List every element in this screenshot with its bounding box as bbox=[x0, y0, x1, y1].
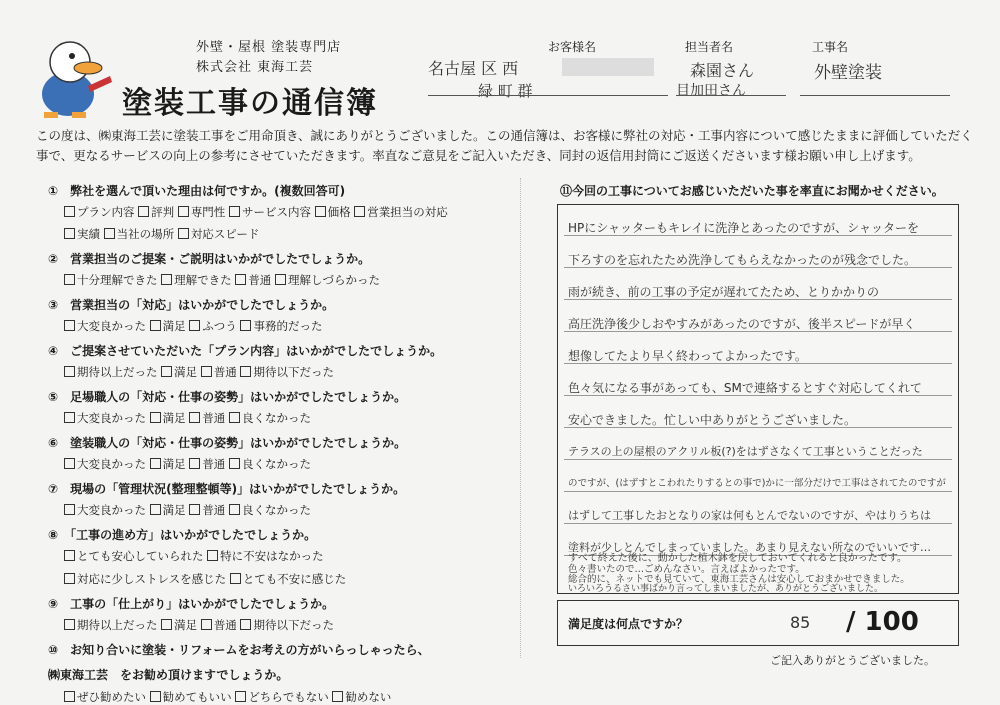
question-2: ② 営業担当のご提案・ご説明はいかがでしたでしょうか。 十分理解できた 理解できた 普通 理解しづらかった bbox=[48, 252, 380, 287]
checkbox[interactable] bbox=[332, 691, 343, 702]
checkbox[interactable] bbox=[64, 206, 75, 217]
work-name: 外壁塗装 bbox=[814, 63, 882, 83]
checkbox[interactable] bbox=[315, 206, 326, 217]
shop-tagline: 外壁・屋根 塗装専門店 bbox=[196, 40, 342, 55]
checkbox[interactable] bbox=[150, 504, 161, 515]
checkbox[interactable] bbox=[150, 412, 161, 423]
checkbox[interactable] bbox=[189, 412, 200, 423]
customer-underline bbox=[428, 95, 668, 96]
checkbox[interactable] bbox=[230, 573, 241, 584]
company-name: 株式会社 東海工芸 bbox=[196, 60, 314, 75]
comment-line: 塗料が少しとんでしまっていました。あまり見えない所なのでいいです… bbox=[568, 541, 931, 554]
checkbox[interactable] bbox=[229, 412, 240, 423]
question-6: ⑥ 塗装職人の「対応・仕事の姿勢」はいかがでしたでしょうか。 大変良かった 満足 普通 良くなかった bbox=[48, 436, 407, 471]
comment-line: いろいろうるさい事ばかり言ってしまいましたが、ありがとうございました。 bbox=[568, 584, 884, 594]
checkbox[interactable] bbox=[64, 550, 75, 561]
comment-line: 総合的に、ネットでも見ていて、東海工芸さんは安心しておまかせできました。 bbox=[568, 574, 910, 585]
question-8: ⑧ 「工事の進め方」はいかがでしたでしょうか。 とても安心していられた 特に不安はなかった 対応に少しストレスを感じた とても不安に感じた bbox=[48, 528, 347, 586]
checkbox[interactable] bbox=[207, 550, 218, 561]
checkbox[interactable] bbox=[235, 274, 246, 285]
questions-column bbox=[48, 182, 518, 705]
satisfaction-score[interactable]: 85 bbox=[790, 613, 811, 632]
comment-line: 下ろすのを忘れたため洗浄してもらえなかったのが残念でした。 bbox=[568, 253, 917, 267]
staff-name-2: 目加田さん bbox=[676, 83, 746, 99]
checkbox[interactable] bbox=[229, 504, 240, 515]
checkbox[interactable] bbox=[229, 206, 240, 217]
checkbox[interactable] bbox=[161, 366, 172, 377]
checkbox[interactable] bbox=[64, 366, 75, 377]
comment-line: はずして工事したおとなりの家は何もとんでないのですが、やはりうちは bbox=[568, 509, 931, 522]
checkbox[interactable] bbox=[189, 504, 200, 515]
checkbox[interactable] bbox=[64, 573, 75, 584]
checkbox[interactable] bbox=[161, 619, 172, 630]
work-underline bbox=[800, 95, 950, 96]
satisfaction-box bbox=[557, 600, 959, 646]
checkbox[interactable] bbox=[240, 619, 251, 630]
comment-line: 雨が続き、前の工事の予定が遅れてたため、とりかかりの bbox=[568, 285, 880, 299]
comment-line: 安心できました。忙しい中ありがとうございました。 bbox=[568, 413, 857, 427]
question-5: ⑤ 足場職人の「対応・仕事の姿勢」はいかがでしたでしょうか。 大変良かった 満足 普通 良くなかった bbox=[48, 390, 407, 425]
question-1: ① 弊社を選んで頂いた理由は何ですか。(複数回答可) プラン内容 評判 専門性 サービス内容 価格 営業担当の対応 実績 当社の場所 対応スピード bbox=[48, 184, 448, 241]
comment-line: 高圧洗浄後少しおやすみがあったのですが、後半スピードが早く bbox=[568, 317, 916, 331]
comment-line: HPにシャッターもキレイに洗浄とあったのですが、シャッターを bbox=[568, 221, 919, 235]
comment-line: 色々気になる事があっても、SMで連絡するとすぐ対応してくれて bbox=[568, 381, 922, 395]
satisfaction-label: 満足度は何点ですか？ bbox=[568, 617, 689, 631]
checkbox[interactable] bbox=[138, 206, 149, 217]
thanks-text: ご記入ありがとうございました。 bbox=[770, 654, 935, 667]
work-label: 工事名 bbox=[812, 40, 849, 54]
checkbox[interactable] bbox=[189, 320, 200, 331]
comment-line: のですが、(はずすとこわれたりするとの事で)かに一部分だけで工事はされてたのですが bbox=[568, 478, 946, 489]
checkbox[interactable] bbox=[240, 366, 251, 377]
comment-line: すべて終えた後に、動かした植木鉢を戻しておいてくれると良かったです。 bbox=[568, 553, 907, 564]
checkbox[interactable] bbox=[64, 619, 75, 630]
checkbox[interactable] bbox=[64, 320, 75, 331]
question-9: ⑨ 工事の「仕上がり」はいかがでしたでしょうか。 期待以上だった 満足 普通 期待以下だった bbox=[48, 597, 335, 632]
staff-name-1: 森園さん bbox=[690, 61, 755, 80]
question-10: ⑩ お知り合いに塗装・リフォームをお考えの方がいらっしゃったら、 ㈱東海工芸 をお勧め頂けますでしょうか。 ぜひ勧めたい 勧めてもいい どちらでもない 勧めない bbox=[48, 643, 430, 704]
checkbox[interactable] bbox=[229, 458, 240, 469]
comment-line: 色々書いたので…ごめんなさい。言えばよかったです。 bbox=[568, 564, 805, 575]
checkbox[interactable] bbox=[64, 274, 75, 285]
duck-mascot-logo bbox=[28, 36, 118, 120]
checkbox[interactable] bbox=[201, 619, 212, 630]
checkbox[interactable] bbox=[64, 228, 75, 239]
question-11: ⑪今回の工事についてお感じいただいた事を率直にお聞かせください。 bbox=[560, 184, 944, 198]
checkbox[interactable] bbox=[150, 691, 161, 702]
checkbox[interactable] bbox=[150, 458, 161, 469]
comment-line: 想像してたより早く終わってよかったです。 bbox=[568, 349, 807, 363]
customer-label: お客様名 bbox=[548, 40, 597, 54]
staff-underline bbox=[676, 95, 786, 96]
checkbox[interactable] bbox=[189, 458, 200, 469]
staff-label: 担当者名 bbox=[685, 40, 734, 54]
checkbox[interactable] bbox=[178, 228, 189, 239]
checkbox[interactable] bbox=[178, 206, 189, 217]
checkbox[interactable] bbox=[64, 691, 75, 702]
customer-address-2: 緑 町 群 bbox=[478, 82, 533, 100]
checkbox[interactable] bbox=[235, 691, 246, 702]
customer-name-redacted bbox=[562, 58, 654, 76]
checkbox[interactable] bbox=[64, 504, 75, 515]
checkbox[interactable] bbox=[150, 320, 161, 331]
intro-text: この度は、㈱東海工芸に塗装工事をご用命頂き、誠にありがとうございました。この通信簿は、お客様に弊社の対応・工事内容について感じたままに評価していただく事で、更なるサービスの向上の参考にさせていただきます。率直なご意見をご記入いただき、同封の返信用封筒にご返送くださいます様お願い申し上げます。 bbox=[36, 128, 973, 163]
checkbox[interactable] bbox=[64, 412, 75, 423]
comment-box[interactable] bbox=[557, 204, 959, 594]
checkbox[interactable] bbox=[240, 320, 251, 331]
checkbox[interactable] bbox=[275, 274, 286, 285]
checkbox[interactable] bbox=[64, 458, 75, 469]
question-3: ③ 営業担当の「対応」はいかがでしたでしょうか。 大変良かった 満足 ふつう 事務的だった bbox=[48, 298, 335, 333]
checkbox[interactable] bbox=[354, 206, 365, 217]
question-4: ④ ご提案させていただいた「プラン内容」はいかがでしたでしょうか。 期待以上だった 満足 普通 期待以下だった bbox=[48, 344, 443, 379]
customer-address-1: 名古屋 区 西 bbox=[428, 59, 519, 78]
question-7: ⑦ 現場の「管理状況(整理整頓等)」はいかがでしたでしょうか。 大変良かった 満足 普通 良くなかった bbox=[48, 482, 406, 517]
comment-line: テラスの上の屋根のアクリル板(?)をはずさなくて工事ということだった bbox=[568, 445, 923, 458]
column-divider bbox=[520, 178, 521, 658]
page-title: 塗装工事の通信簿 bbox=[122, 86, 378, 121]
checkbox[interactable] bbox=[104, 228, 115, 239]
checkbox[interactable] bbox=[161, 274, 172, 285]
checkbox[interactable] bbox=[201, 366, 212, 377]
satisfaction-max: / 100 bbox=[846, 607, 919, 637]
